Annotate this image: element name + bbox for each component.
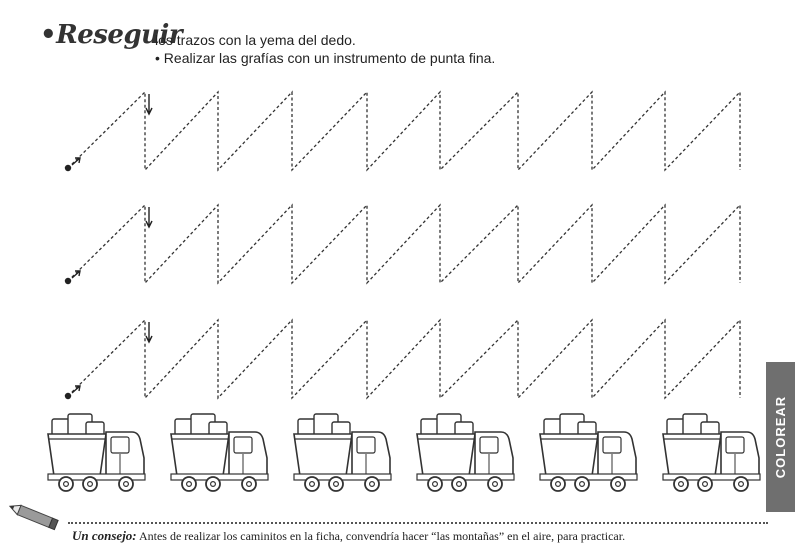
tip-label: Un consejo:: [72, 528, 137, 543]
truck-icon: [417, 414, 514, 491]
arrow-icon: [72, 271, 80, 278]
tip-divider: [68, 522, 768, 524]
zigzag-path: [68, 92, 740, 170]
zigzag-row: [65, 320, 740, 399]
truck-icon: [171, 414, 268, 491]
instruction-1-text: los trazos con la yema del dedo.: [155, 32, 356, 48]
start-dot: [65, 278, 71, 284]
zigzag-path: [68, 320, 740, 398]
truck-icon: [540, 414, 637, 491]
instruction-line-2: • Realizar las grafías con un instrumento de punta fina.: [155, 50, 496, 66]
zigzag-rows: [65, 92, 740, 399]
title-text: Reseguir: [56, 20, 183, 50]
tip-box: [72, 528, 625, 544]
arrow-icon: [146, 94, 152, 114]
zigzag-row: [65, 205, 740, 284]
colorear-tab: [766, 362, 795, 512]
arrow-icon: [146, 322, 152, 342]
arrow-icon: [72, 158, 80, 165]
arrow-icon: [146, 207, 152, 227]
colorear-label: COLOREAR: [773, 395, 788, 479]
truck-icon: [294, 414, 391, 491]
truck-icon: [48, 414, 145, 491]
zigzag-path: [68, 205, 740, 283]
tip-text: Antes de realizar los caminitos en la ficha, convendría hacer “las montañas” en el aire, para practicar.: [138, 529, 626, 543]
truck-icon: [663, 414, 760, 491]
instruction-2-text: Realizar las grafías con un instrumento de punta fina.: [163, 50, 496, 66]
worksheet-title: •Reseguir: [40, 20, 183, 50]
start-dot: [65, 165, 71, 171]
zigzag-row: [65, 92, 740, 171]
truck-row: [48, 414, 760, 491]
arrow-icon: [72, 386, 80, 393]
start-dot: [65, 393, 71, 399]
pencil-icon: [4, 498, 64, 534]
